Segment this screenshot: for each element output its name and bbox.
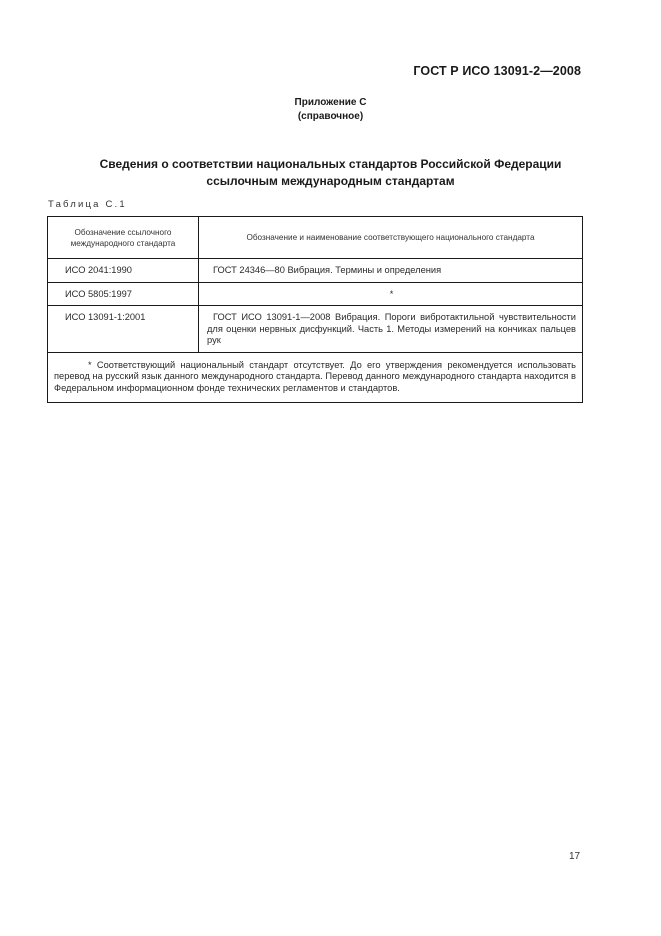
table-row (48, 306, 583, 353)
column-header-national: Обозначение и наименование соответствующего национального стандарта (199, 217, 583, 259)
cell-international-standard: ИСО 13091-1:2001 (48, 306, 199, 353)
standards-correspondence-table (47, 216, 583, 403)
cell-national-standard (199, 259, 583, 283)
cell-international-standard: ИСО 2041:1990 (48, 259, 199, 283)
appendix-type: (справочное) (297, 111, 364, 122)
appendix-label: Приложение С (294, 97, 367, 108)
page-number: 17 (569, 851, 581, 862)
appendix-heading (0, 96, 661, 124)
section-title-line-1: Сведения о соответствии национальных стандартов Российской Федерации (99, 157, 562, 171)
national-standard-text: ГОСТ ИСО 13091-1—2008 Вибрация. Пороги вибротактильной чувствительности для оценки нервных дисфункций. Часть 1. Методы измерений на кончиках пальцев рук (207, 312, 576, 345)
cell-national-standard (199, 306, 583, 353)
table-footnote (48, 352, 583, 403)
cell-international-standard: ИСО 5805:1997 (48, 282, 199, 306)
table-footnote-row (48, 352, 583, 403)
section-title (0, 156, 661, 190)
column-header-international: Обозначение ссылочного международного стандарта (48, 217, 199, 259)
national-standard-text: ГОСТ 24346—80 Вибрация. Термины и определения (213, 265, 442, 275)
cell-national-standard: * (199, 282, 583, 306)
table-caption: Таблица С.1 (48, 199, 127, 210)
footnote-text: * Соответствующий национальный стандарт отсутствует. До его утверждения рекомендуется использовать перевод на русский язык данного международного стандарта. Перевод данного международного стандарта находится в Федеральном информационном фонде технических регламентов и стандартов. (54, 359, 576, 393)
table-row (48, 282, 583, 306)
section-title-line-2: ссылочным международным стандартам (206, 174, 455, 188)
table-row (48, 259, 583, 283)
table-header-row (48, 217, 583, 259)
document-code: ГОСТ Р ИСО 13091-2—2008 (413, 64, 581, 78)
